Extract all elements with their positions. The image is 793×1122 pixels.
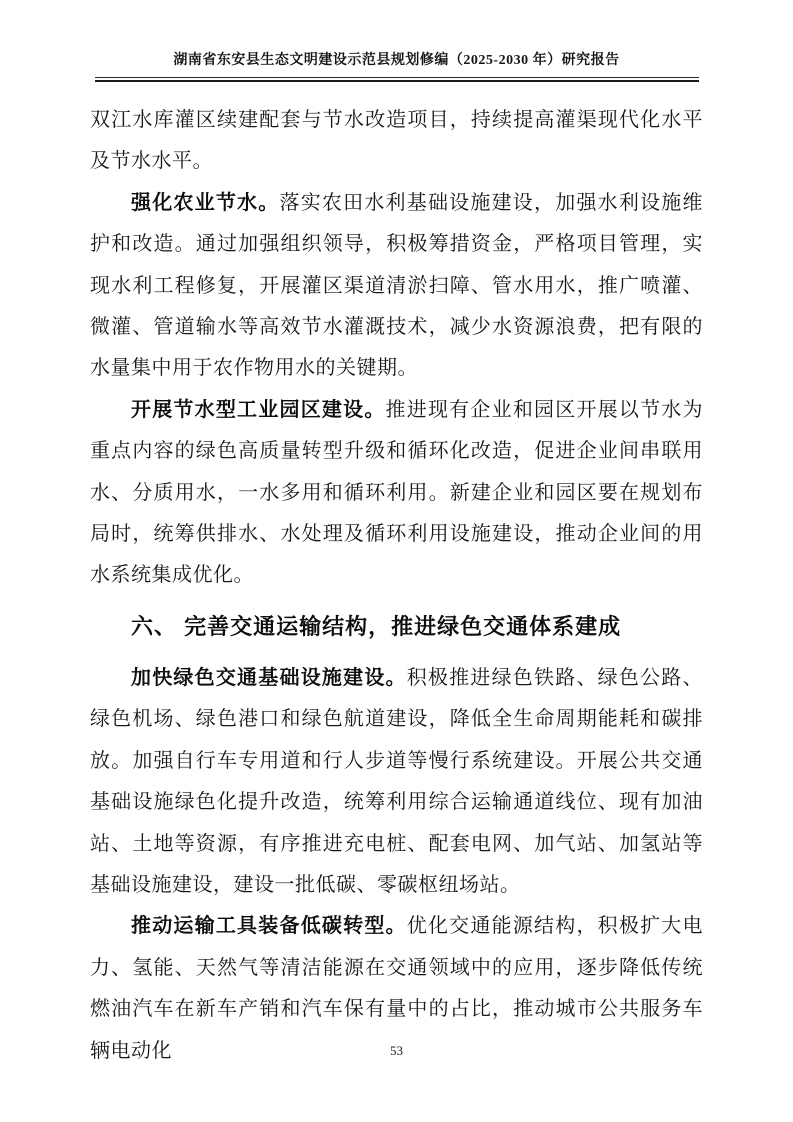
paragraph-industrial-park-water-saving <box>90 390 703 597</box>
document-body <box>90 100 703 1072</box>
paragraph-green-transport-infrastructure <box>90 658 703 906</box>
paragraph-text: 优化交通能源结构，积极扩大电力、氢能、天然气等清洁能源在交通领域中的应用，逐步降低传统燃油汽车在新车产销和汽车保有量中的占比，推动城市公共服务车辆电动化 <box>90 915 703 1062</box>
paragraph-lead: 开展节水型工业园区建设。 <box>131 398 386 421</box>
paragraph-text: 落实农田水利基础设施建设，加强水利设施维护和改造。通过加强组织领导，积极筹措资金，严格项目管理，实现水利工程修复，开展灌区渠道清淤扫障、管水用水，推广喷灌、微灌、管道输水等高效节水灌溉技术，减少水资源浪费，把有限的水量集中用于农作物用水的关键期。 <box>90 191 704 380</box>
section-heading-six: 六、 完善交通运输结构，推进绿色交通体系建成 <box>131 613 622 639</box>
paragraph-text: 双江水库灌区续建配套与节水改造项目，持续提高灌渠现代化水平及节水水平。 <box>90 109 703 173</box>
paragraph-lead: 强化农业节水。 <box>131 191 280 214</box>
paragraph-continuation <box>90 100 703 183</box>
paragraph-agriculture-water-saving <box>90 183 703 390</box>
header-rule <box>95 77 699 82</box>
page-number: 53 <box>390 1043 403 1058</box>
paragraph-lead: 推动运输工具装备低碳转型。 <box>131 915 407 938</box>
paragraph-text: 积极推进绿色铁路、绿色公路、绿色机场、绿色港口和绿色航道建设，降低全生命周期能耗和碳排放。加强自行车专用道和行人步道等慢行系统建设。开展公共交通基础设施绿色化提升改造，统筹利用综合运输通道线位、现有加油站、土地等资源，有序推进充电桩、配套电网、加气站、加氢站等基础设施建设，建设一批低碳、零碳枢纽场站。 <box>90 666 703 896</box>
paragraph-text: 推进现有企业和园区开展以节水为重点内容的绿色高质量转型升级和循环化改造，促进企业间串联用水、分质用水，一水多用和循环利用。新建企业和园区要在规划布局时，统筹供排水、水处理及循环利用设施建设，推动企业间的用水系统集成优化。 <box>90 398 704 587</box>
page-footer <box>0 1042 793 1060</box>
header-title: 湖南省东安县生态文明建设示范县规划修编（2025-2030 年）研究报告 <box>173 53 620 68</box>
page-header <box>0 0 793 82</box>
paragraph-lead: 加快绿色交通基础设施建设。 <box>131 666 407 689</box>
